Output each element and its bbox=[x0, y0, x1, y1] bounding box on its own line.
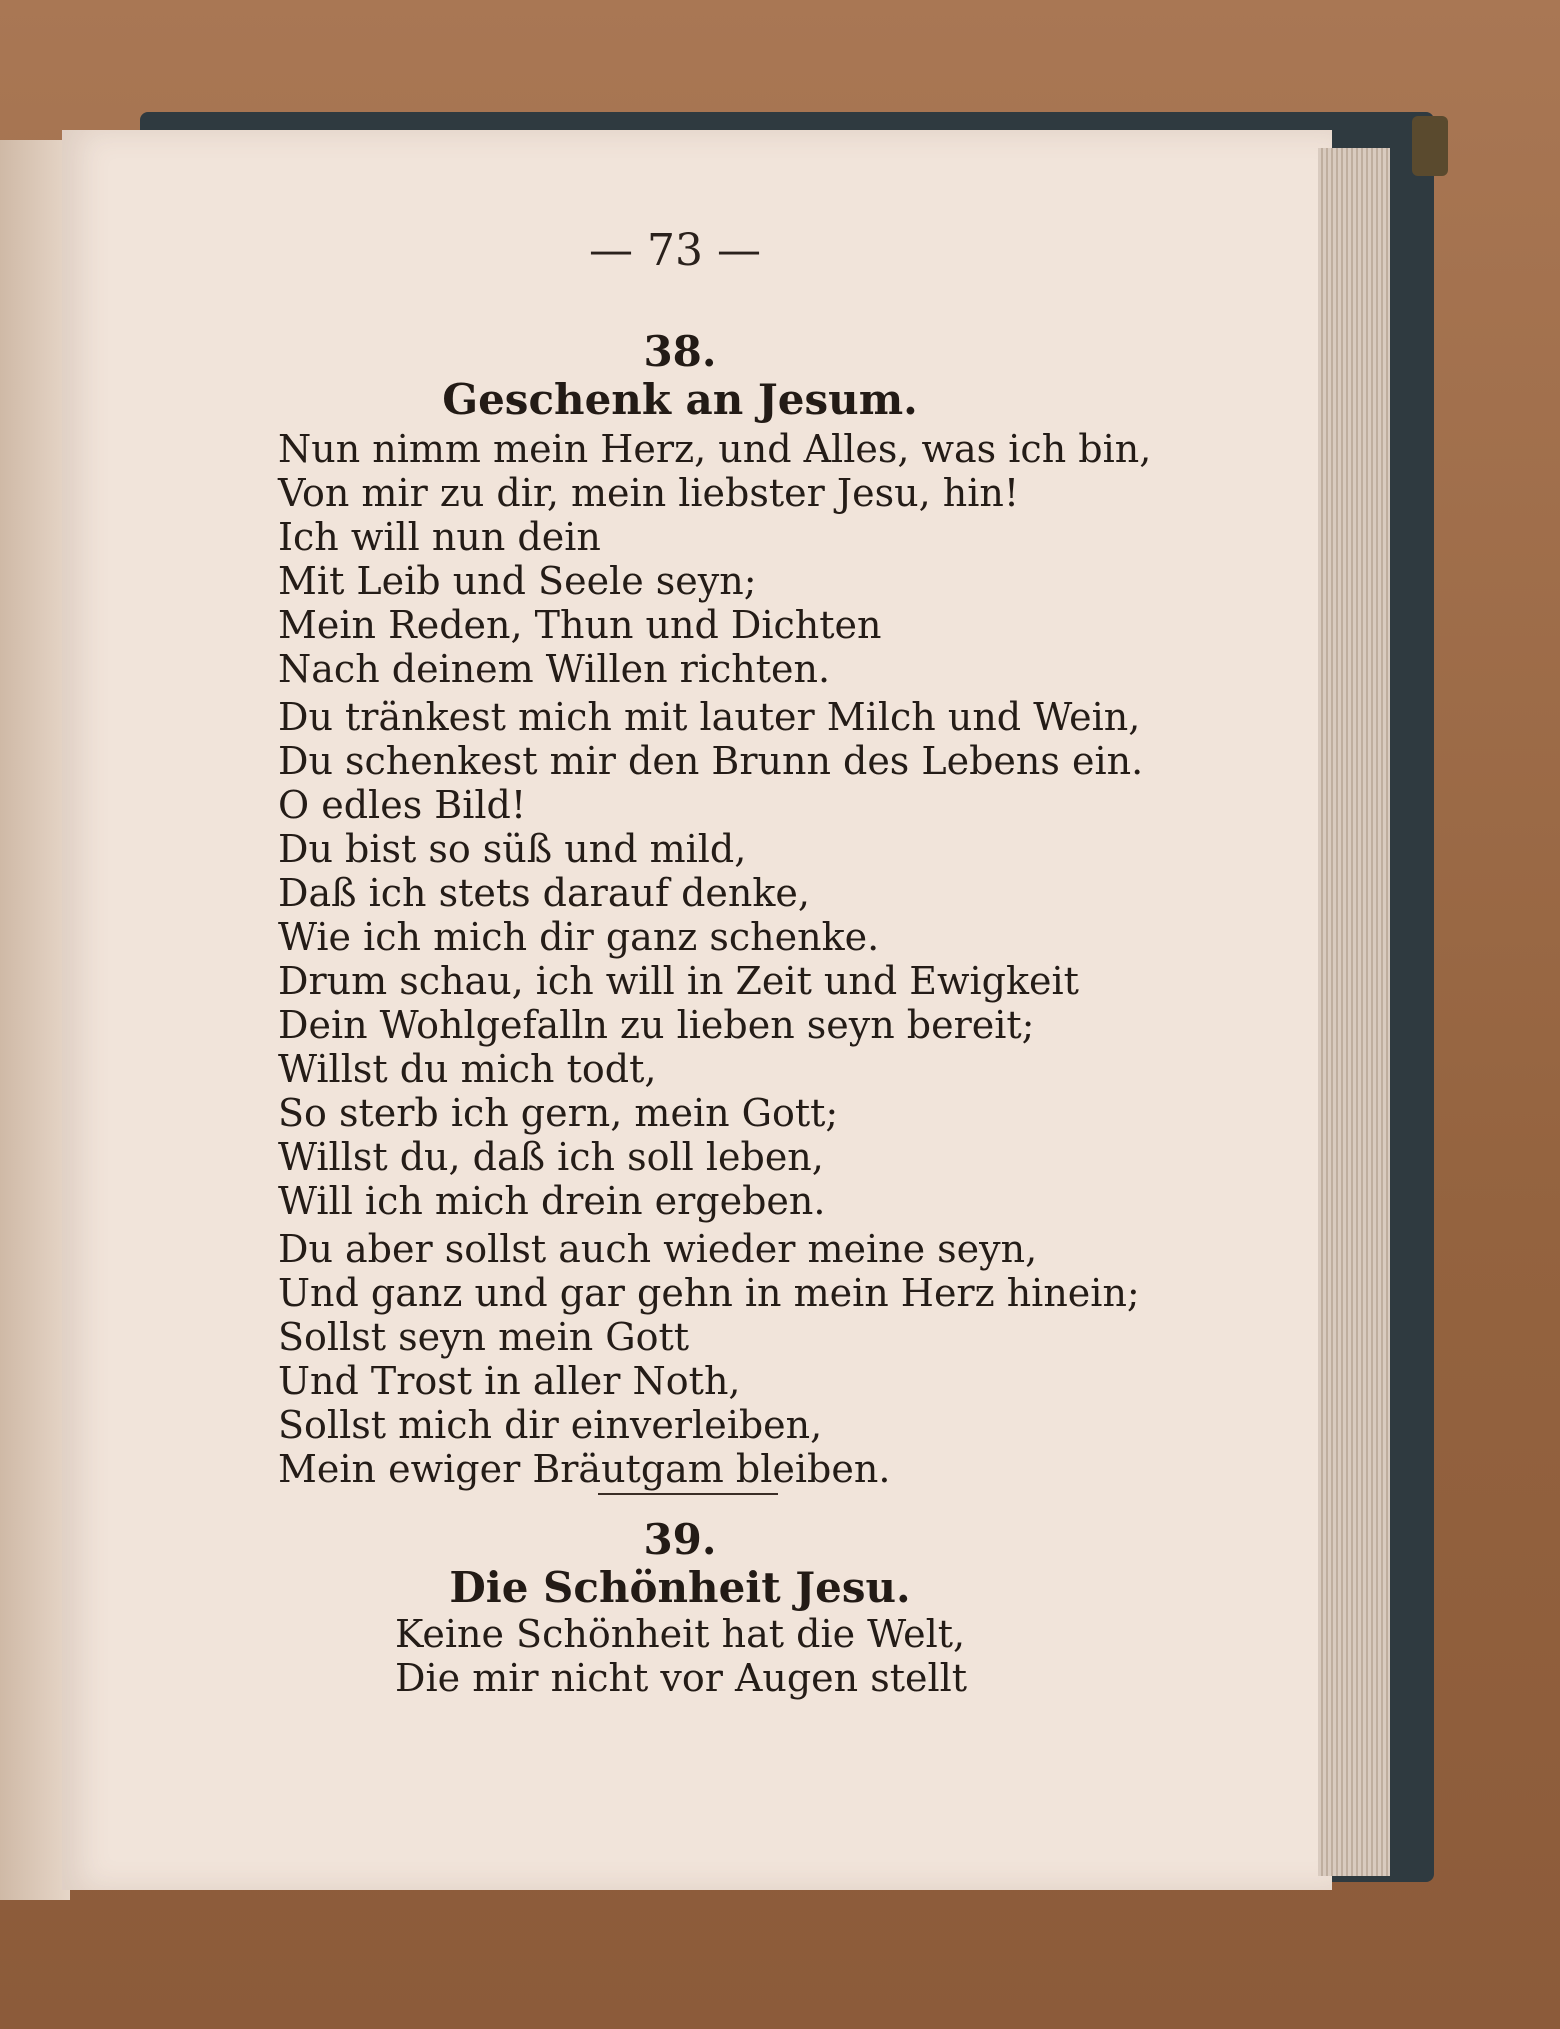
verse-line: Keine Schönheit hat die Welt, bbox=[395, 1612, 966, 1656]
verse-line: Du schenkest mir den Brunn des Lebens ein. bbox=[278, 739, 1144, 783]
verse-line: Will ich mich drein ergeben. bbox=[278, 1179, 826, 1223]
verse-line: Mit Leib und Seele seyn; bbox=[278, 559, 757, 603]
verse-line: Daß ich stets darauf denke, bbox=[278, 871, 810, 915]
verse-line: Du tränkest mich mit lauter Milch und Wein, bbox=[278, 695, 1141, 739]
verse-line: Und ganz und gar gehn in mein Herz hinein; bbox=[278, 1271, 1140, 1315]
verse-line: Ich will nun dein bbox=[278, 515, 601, 559]
verse-line: Du bist so süß und mild, bbox=[278, 827, 747, 871]
verse-line: Du aber sollst auch wieder meine seyn, bbox=[278, 1227, 1038, 1271]
verse-line: Willst du mich todt, bbox=[278, 1047, 657, 1091]
page-stack-edges bbox=[1318, 148, 1390, 1876]
verse-line: Mein ewiger Bräutgam bleiben. bbox=[278, 1447, 891, 1491]
page-number: — 73 — bbox=[589, 225, 761, 276]
verse-line: Mein Reden, Thun und Dichten bbox=[278, 603, 882, 647]
verse-line: Willst du, daß ich soll leben, bbox=[278, 1135, 824, 1179]
verse-line: Die mir nicht vor Augen stellt bbox=[395, 1656, 968, 1700]
hymn-number: 38. bbox=[643, 327, 717, 376]
hymn-title: Geschenk an Jesum. bbox=[442, 375, 918, 424]
verse-line: Sollst mich dir einverleiben, bbox=[278, 1403, 823, 1447]
left-page-edge bbox=[0, 140, 70, 1900]
verse-line: Nun nimm mein Herz, und Alles, was ich bin, bbox=[278, 427, 1152, 471]
hymn-title: Die Schönheit Jesu. bbox=[449, 1563, 911, 1612]
verse-line: Nach deinem Willen richten. bbox=[278, 647, 831, 691]
section-divider bbox=[598, 1493, 778, 1495]
verse-line: Von mir zu dir, mein liebster Jesu, hin! bbox=[278, 471, 1020, 515]
verse-line: So sterb ich gern, mein Gott; bbox=[278, 1091, 839, 1135]
verse-line: Und Trost in aller Noth, bbox=[278, 1359, 741, 1403]
verse-line: Wie ich mich dir ganz schenke. bbox=[278, 915, 880, 959]
verse-line: Sollst seyn mein Gott bbox=[278, 1315, 690, 1359]
hymn-number: 39. bbox=[643, 1515, 717, 1564]
verse-line: Dein Wohlgefalln zu lieben seyn bereit; bbox=[278, 1003, 1035, 1047]
verse-line: Drum schau, ich will in Zeit und Ewigkeit bbox=[278, 959, 1079, 1003]
cover-corner bbox=[1412, 116, 1448, 176]
verse-line: O edles Bild! bbox=[278, 783, 527, 827]
